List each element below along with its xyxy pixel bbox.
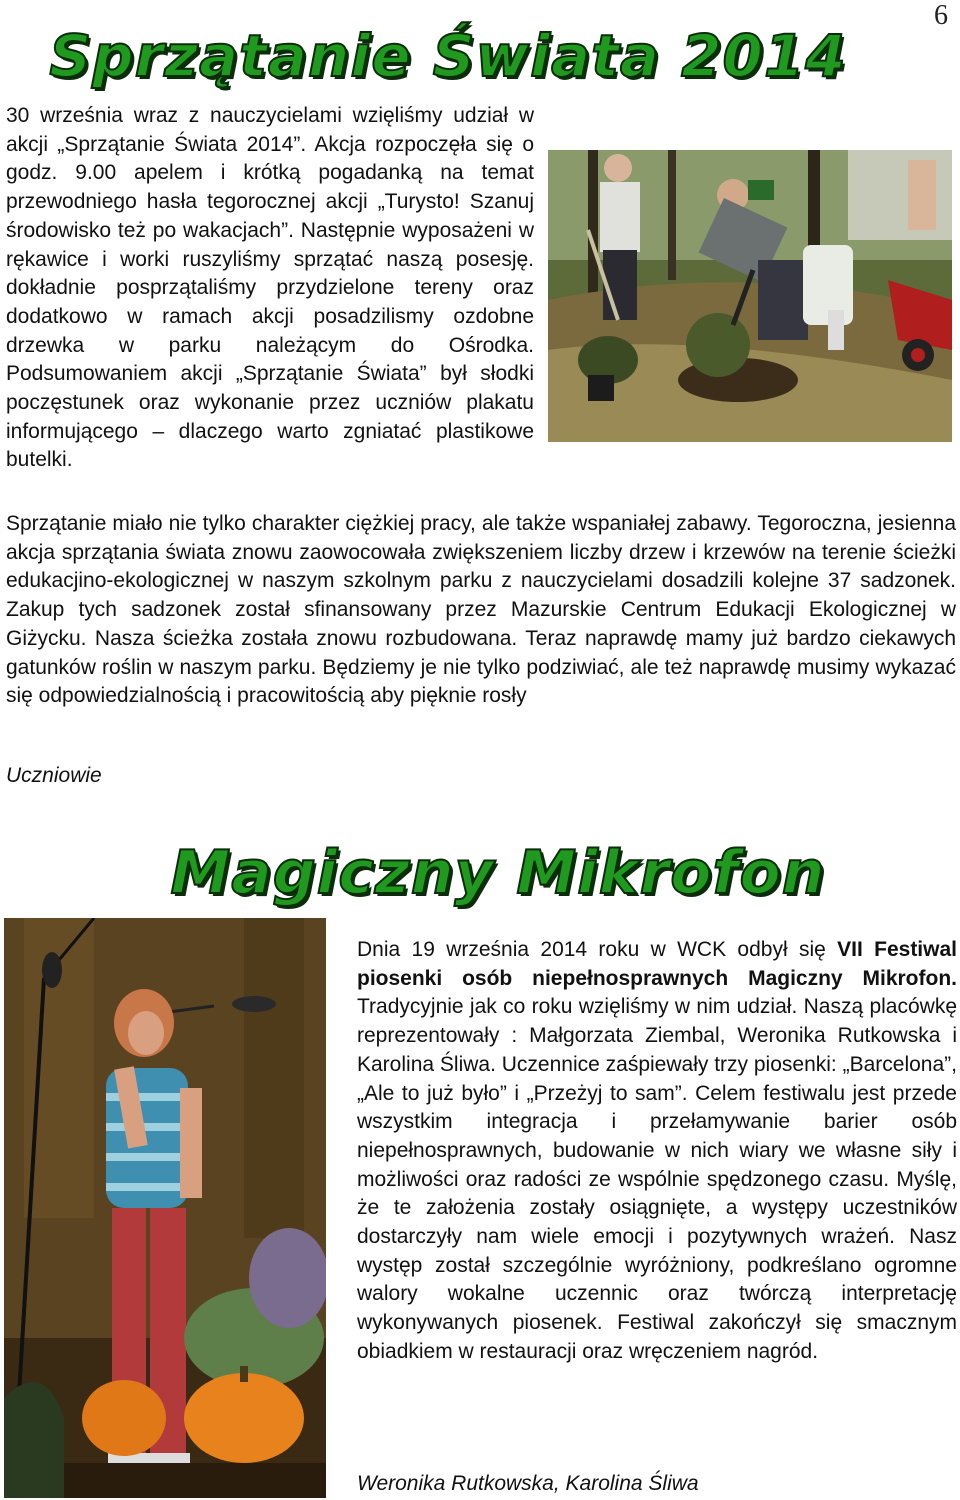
page-number: 6	[934, 0, 948, 31]
singer-on-stage-photo	[4, 918, 326, 1498]
tree-planting-photo	[548, 150, 952, 442]
festival-name: VII Festiwal piosenki osób niepełnosprawnych Magiczny Mikrofon.	[357, 938, 957, 990]
festival-paragraph	[357, 936, 957, 1367]
section-title-festival: Magiczny Mikrofon	[170, 838, 826, 908]
cleanup-intro-paragraph: 30 września wraz z nauczycielami wzięliśmy udział w akcji „Sprzątanie Świata 2014”. Akcja rozpoczęła się o godz. 9.00 apelem i krótką pogadanką na temat przewodniego hasła tegorocznej akcji „Turysto! Szanuj środowisko też po wakacjach”. Następnie wyposażeni w rękawice i worki ruszyliśmy sprzątać naszą posesję. dokładnie posprzątaliśmy przydzielone tereny oraz dodatkowo w ramach akcji posadzilismy ozdobne drzewka w parku należącym do Ośrodka. Podsumowaniem akcji „Sprzątanie Świata” był słodki poczęstunek oraz wykonanie przez uczniów plakatu informującego – dlaczego warto zgniatać plastikowe butelki.	[6, 104, 534, 472]
festival-body: Tradycyjnie jak co roku wzięliśmy w nim udział. Naszą placówkę reprezentowały : Małgorzata Ziembal, Weronika Rutkowska i Karolina Śliwa. Uczennice zaśpiewały trzy piosenki: „Barcelona”, „Ale to już było” i „Przeżyj to sam”. Celem festiwalu jest przede wszystkim integracja i przełamywanie barier osób niepełnosprawnych, budowanie w nich wiary we własne siły i możliwości oraz radości ze wspólnie spędzonego czasu. Myślę, że te założenia zostały osiągnięte, a występy uczestników dostarczyły nam wiele emocji i pozytywnych wrażeń. Nasz występ został szczególnie wyróżniony, podkreślano ogromne walory wokalne uczennic oraz twórczą interpretację wykonywanych piosenek. Festiwal zakończył się smacznym obiadkiem w restauracji oraz wręczeniem nagród.	[357, 995, 957, 1363]
section-title-cleanup: Sprzątanie Świata 2014	[49, 22, 847, 90]
cleanup-body-paragraph: Sprzątanie miało nie tylko charakter ciężkiej pracy, ale także wspaniałej zabawy. Tegoroczna, jesienna akcja sprzątania świata znowu zaowocowała zwiększeniem liczby drzew i krzewów na terenie ścieżki edukacjino-ekologicznej w naszym szkolnym parku z nauczycielami dosadzili kolejne 37 sadzonek. Zakup tych sadzonek został sfinansowany przez Mazurskie Centrum Edukacji Ekologicznej w Giżycku. Nasza ścieżka została znowu rozbudowana. Teraz naprawdę mamy już bardzo ciekawych gatunków roślin w naszym parku. Będziemy je nie tylko podziwiać, ale też naprawdę musimy wykazać się odpowiedzialnością i pracowitością aby pięknie rosły	[6, 512, 956, 708]
cleanup-signature: Uczniowie	[6, 764, 102, 787]
festival-lead: Dnia 19 września 2014 roku w WCK odbył się	[357, 938, 838, 961]
festival-signature: Weronika Rutkowska, Karolina Śliwa	[357, 1472, 699, 1495]
